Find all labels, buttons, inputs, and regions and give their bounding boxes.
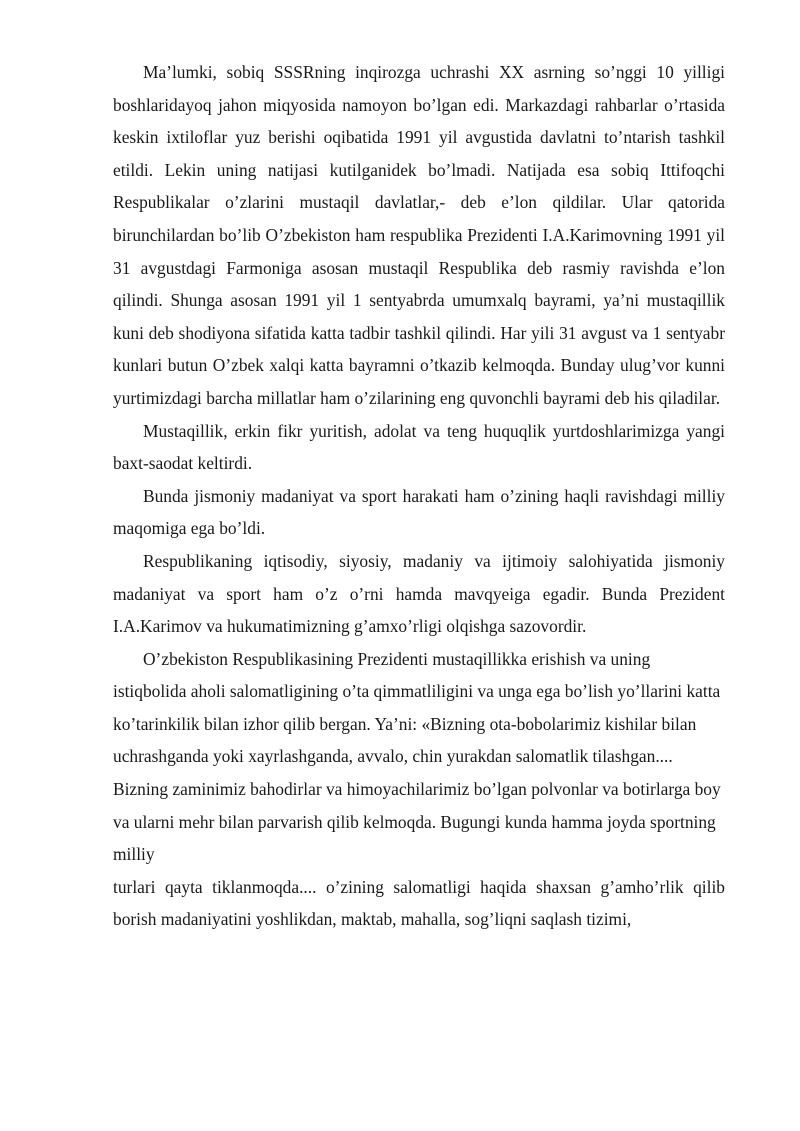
- paragraph-sport-status: Bunda jismoniy madaniyat va sport harakati ham o’zining haqli ravishdagi milliy maqomiga ega bo’ldi.: [113, 485, 725, 539]
- paragraph-president-quote: O’zbekiston Respublikasining Prezidenti mustaqillikka erishish va uning istiqbolida aholi salomatligining o’ta qimmatliligini va unga ega bo’lish yo’llarini katta ko’tarinkilik bilan izhor qilib bergan. Ya’ni: «Bizning ota-bobolarimiz kishilar bilan uchrashganda yoki xayrlashganda, avvalo, chin yurakdan salomatlik tilashgan.... Bizning zaminimiz bahodirlar va himoyachilarimiz bo’lgan polvonlar va botirlarga boy va ularni mehr bilan parvarish qilib kelmoqda. Bugungi kunda hamma joyda sportning milliy: [113, 648, 721, 865]
- paragraph-independence-history: Ma’lumki, sobiq SSSRning inqirozga uchrashi XX asrning so’nggi 10 yilligi boshlaridayoq jahon miqyosida namoyon bo’lgan edi. Markazdagi rahbarlar o’rtasida keskin ixtiloflar yuz berishi oqibatida 1991 yil avgustida davlatni to’ntarish tashkil etildi. Lekin uning natijasi kutilganidek bo’lmadi. Natijada esa sobiq Ittifoqchi Respublikalar o’zlarini mustaqil davlatlar,- deb e’lon qildilar. Ular qatorida birunchilardan bo’lib O’zbekiston ham respublika Prezidenti I.A.Karimovning 1991 yil 31 avgustdagi Farmoniga asosan mustaqil Respublika deb rasmiy ravishda e’lon qilindi. Shunga asosan 1991 yil 1 sentyabrda umumxalq bayrami, ya’ni mustaqillik kuni deb shodiyona sifatida katta tadbir tashkil qilindi. Har yili 31 avgust va 1 sentyabr kunlari butun O’zbek xalqi katta bayramni o’tkazib kelmoqda. Bunday ulug’vor kunni yurtimizdagi barcha millatlar ham o’zilarining eng quvonchli bayrami deb his qiladilar.: [113, 62, 725, 408]
- document-body: [113, 56, 725, 936]
- paragraph-quote-continuation: turlari qayta tiklanmoqda.... o’zining salomatligi haqida shaxsan g’amho’rlik qilib borish madaniyatini yoshlikdan, maktab, mahalla, sog’liqni saqlash tizimi,: [113, 876, 725, 930]
- paragraph-independence-benefits: Mustaqillik, erkin fikr yuritish, adolat va teng huquqlik yurtdoshlarimizga yangi baxt-saodat keltirdi.: [113, 420, 725, 474]
- paragraph-sport-role: Respublikaning iqtisodiy, siyosiy, madaniy va ijtimoiy salohiyatida jismoniy madaniyat va sport ham o’z o’rni hamda mavqyeiga egadir. Bunda Prezident I.A.Karimov va hukumatimizning g’amxo’rligi olqishga sazovordir.: [113, 550, 725, 637]
